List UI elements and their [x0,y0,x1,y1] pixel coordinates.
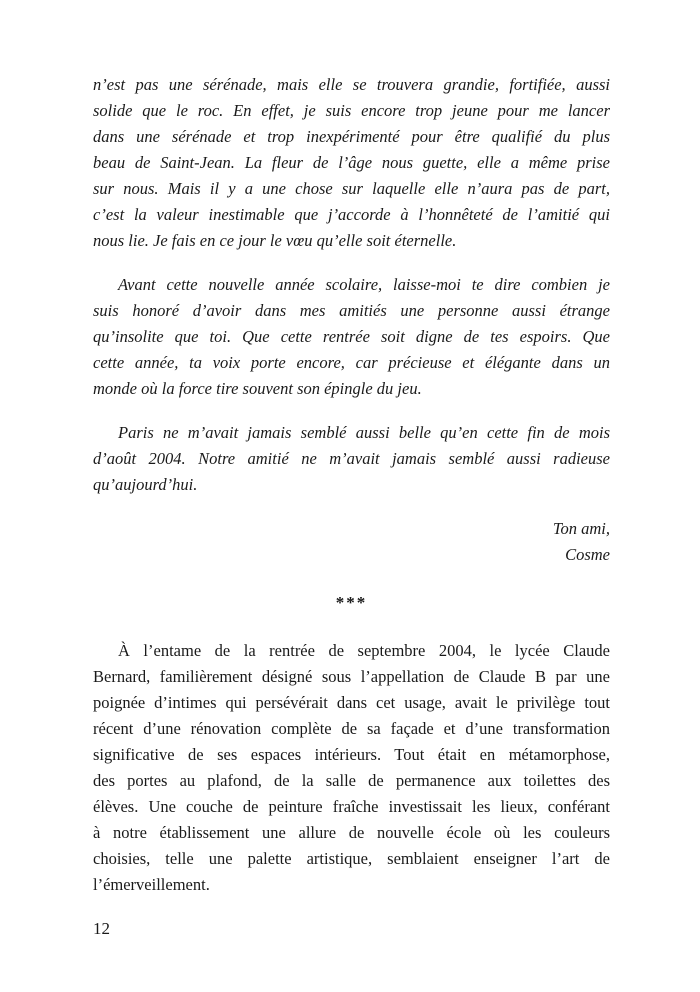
text-line: cette année, ta voix porte encore, car précieuse et élégante dans un [93,353,610,372]
letter-section [93,72,610,498]
signature-name: Cosme [565,545,610,564]
signature-closing: Ton ami, [552,519,610,538]
text-line: n’est pas une sérénade, mais elle se trouvera grandie, fortifiée, aussi [93,75,610,94]
text-line: significative de ses espaces intérieurs. Tout était en métamorphose, [93,745,610,764]
text-line: élèves. Une couche de peinture fraîche investissait les lieux, conférant [93,797,610,816]
text-line: À l’entame de la rentrée de septembre 2004, le lycée Claude [118,641,610,660]
text-line: Avant cette nouvelle année scolaire, laisse-moi te dire combien je [118,275,610,294]
signature-block [93,516,610,568]
text-line: choisies, telle une palette artistique, semblaient enseigner l’art de [93,849,610,868]
paragraph [93,420,610,498]
narrative-section [93,638,610,898]
text-line: qu’insolite que toi. Que cette rentrée soit digne de tes espoirs. Que [93,327,610,346]
section-separator: *** [335,593,368,612]
text-line: monde où la force tire souvent son épingle du jeu. [93,379,422,398]
text-line: dans une sérénade et trop inexpérimenté pour être qualifié du plus [93,127,610,146]
text-line: des portes au plafond, de la salle de permanence aux toilettes des [93,771,610,790]
paragraph [93,638,610,898]
text-line: poignée d’intimes qui persévérait dans cet usage, avait le privilège tout [93,693,610,712]
text-line: récent d’une rénovation complète de sa façade et d’une transformation [93,719,610,738]
paragraph [93,272,610,402]
text-line: d’août 2004. Notre amitié ne m’avait jamais semblé aussi radieuse [93,449,610,468]
text-line: sur nous. Mais il y a une chose sur laquelle elle n’aura pas de part, [93,179,610,198]
text-line: Paris ne m’avait jamais semblé aussi belle qu’en cette fin de mois [118,423,610,442]
text-line: c’est la valeur inestimable que j’accorde à l’honnêteté de l’amitié qui [93,205,610,224]
text-line: solide que le roc. En effet, je suis encore trop jeune pour me lancer [93,101,610,120]
page-footer [93,916,610,942]
text-line: l’émerveillement. [93,875,210,894]
text-line: suis honoré d’avoir dans mes amitiés une personne aussi étrange [93,301,610,320]
text-line: à notre établissement une allure de nouvelle école où les couleurs [93,823,610,842]
paragraph [93,72,610,254]
page-number: 12 [93,919,110,938]
text-line: Bernard, familièrement désigné sous l’appellation de Claude B par une [93,667,610,686]
text-line: beau de Saint-Jean. La fleur de l’âge nous guette, elle a même prise [93,153,610,172]
text-line: qu’aujourd’hui. [93,475,198,494]
text-line: nous lie. Je fais en ce jour le vœu qu’elle soit éternelle. [93,231,457,250]
